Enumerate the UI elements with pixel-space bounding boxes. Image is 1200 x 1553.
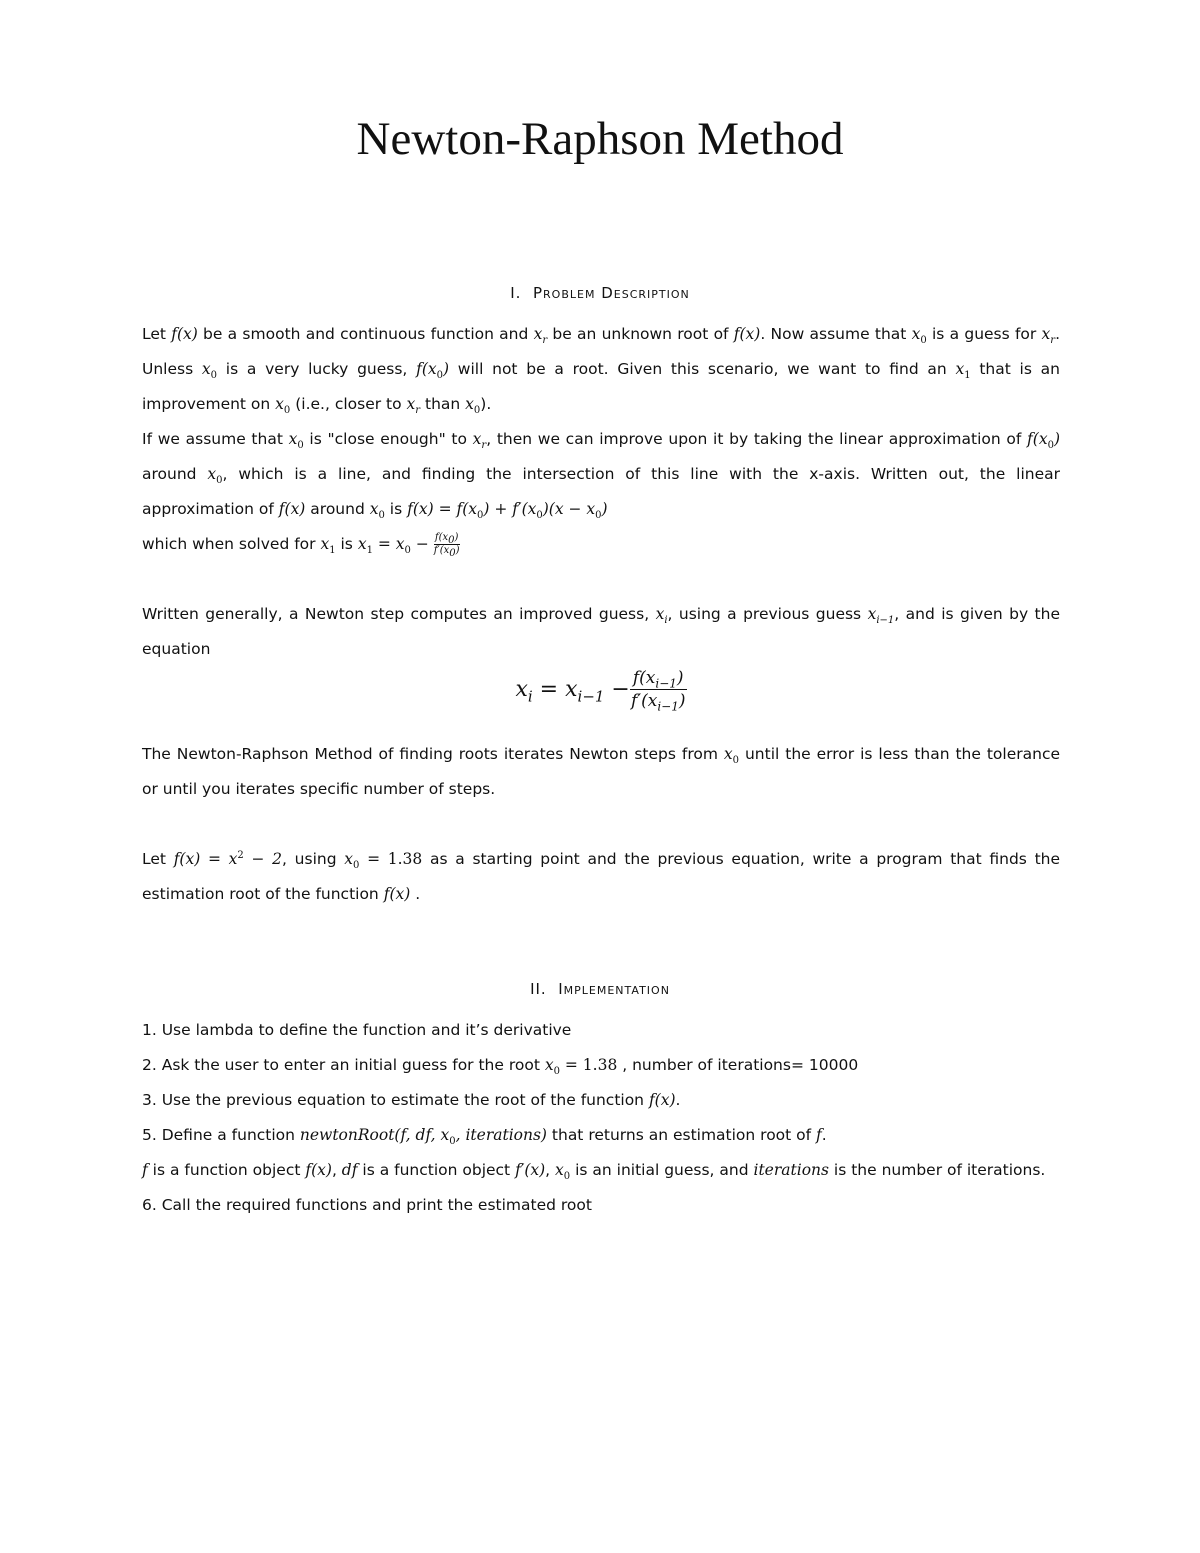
problem-description-body	[142, 317, 1060, 912]
section-heading-problem-description	[0, 284, 1200, 302]
list-item: 1. Use lambda to define the function and it’s derivative	[142, 1021, 572, 1039]
display-equation-newton-step: $x_i = x_{i-1}$ − $\frac{f(x_{i-1})}{f'(x_{i-1})}$	[515, 668, 686, 714]
list-item: 2. Ask the user to enter an initial guess for the root $x_0 = 1.38$ , number of iterations= 10000	[142, 1056, 859, 1078]
fraction-newton-step: $\frac{f(x_0)}{f'(x_0)}$	[433, 532, 460, 559]
section-title: Implementation	[558, 980, 670, 998]
paragraph-iteration: The Newton-Raphson Method of finding roots iterates Newton steps from $x_0$ until the error is less than the tolerance or until you iterates specific number of steps.	[142, 745, 1060, 798]
list-item: 5. Define a function newtonRoot(f, df, $x_0$, iterations) that returns an estimation root of f.	[142, 1126, 827, 1148]
section-title: Problem Description	[532, 284, 690, 302]
paragraph-solve-x1: which when solved for $x_1$ is $x_1 = x_0$ − $\frac{f(x_0)}{f'(x_0)}$	[142, 532, 460, 559]
paragraph-linear-approximation: If we assume that $x_0$ is "close enough" to $x_r$, then we can improve upon it by taking the linear approximation of $f(x_0)$ around $x_0$, which is a line, and finding the intersection of this line with the x-axis. Written out, the linear approximation of f(x) around $x_0$ is $f(x) = f(x_0) + f'(x_0)(x - x_0)$	[142, 430, 1060, 522]
paragraph-setup: Let f(x) be a smooth and continuous function and $x_r$ be an unknown root of f(x). Now assume that $x_0$ is a guess for $x_r$. Unless $x_0$ is a very lucky guess, $f(x_0)$ will not be a root. Given this scenario, we want to find an $x_1$ that is an improvement on $x_0$ (i.e., closer to $x_r$ than $x_0$).	[142, 325, 1060, 417]
paragraph-task: Let $f(x) = x^2 - 2$, using $x_0 = 1.38$ as a starting point and the previous equation, write a program that finds the estimation root of the function f(x) .	[142, 849, 1061, 903]
list-item: 6. Call the required functions and print the estimated root	[142, 1196, 592, 1214]
section-number: I.	[510, 284, 522, 302]
paragraph-general-step: Written generally, a Newton step computes an improved guess, $x_i$, using a previous guess $x_{i-1}$, and is given by the equation	[142, 605, 1060, 658]
section-heading-implementation	[0, 980, 1200, 998]
implementation-body	[142, 1013, 1060, 1223]
list-item: f is a function object f(x), df is a function object f′(x), $x_0$ is an initial guess, and iterations is the number of iterations.	[142, 1161, 1046, 1183]
page-title: Newton-Raphson Method	[356, 113, 844, 165]
section-number: II.	[530, 980, 547, 998]
list-item: 3. Use the previous equation to estimate the root of the function f(x).	[142, 1091, 681, 1109]
